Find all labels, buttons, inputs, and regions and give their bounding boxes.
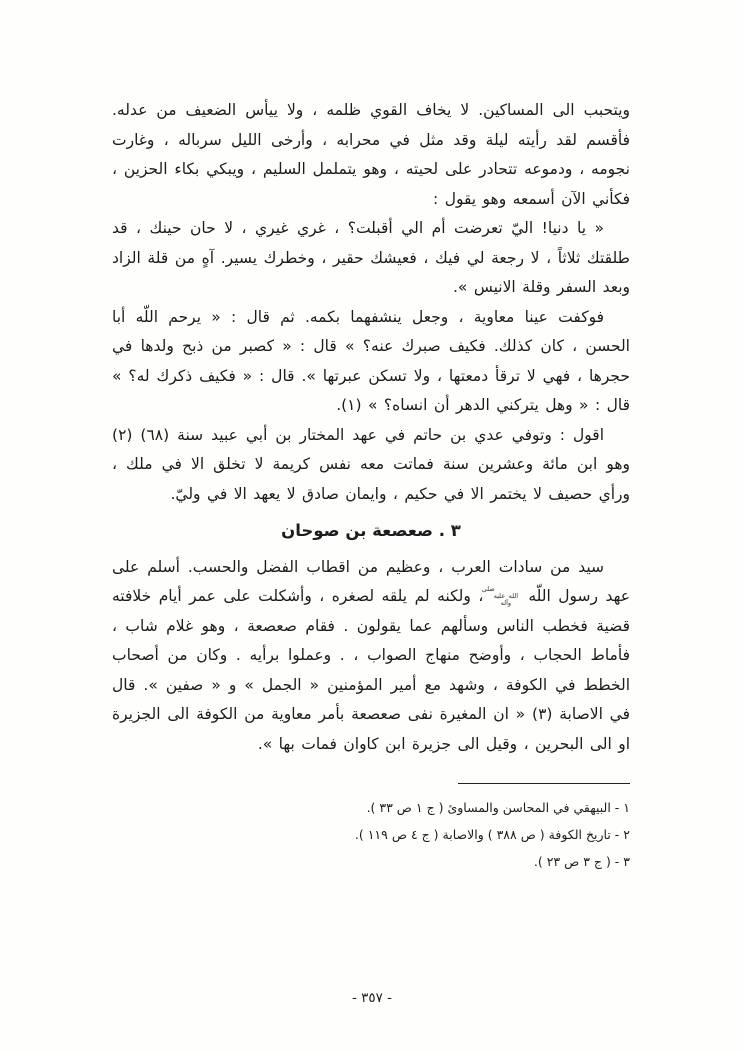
footnote-3: ٣ - ( ج ٣ ص ٢٣ ).	[533, 854, 630, 869]
footnote-1: ١ - البيهقي في المحاسن والمساوئ ( ج ١ ص ٣٣ ).	[366, 800, 630, 815]
paragraph-adi-death: اقول : وتوفي عدي بن حاتم في عهد المختار بن أبي عبيد سنة (٦٨) (٢) وهو ابن مائة وعشرين سنة فماتت معه نفس كريمة لا تخلق الا في ملك ، ورأي حصيف لا يختمر الا في حكيم ، وايمان صادق لا يعهد الا في وليّ.	[112, 425, 630, 503]
page-content	[112, 96, 630, 875]
footnotes-block	[112, 794, 630, 875]
footnote-separator	[458, 783, 630, 784]
paragraph-text-after-honorific: ، ولكنه لم يلقه لصغره ، وأشكلت على عمر أيام خلافته قضية فخطب الناس وسألهم عما يقولون . فقام صعصعة ، وهو غلام شاب ، فأماط الحجاب ، وأوضح منهاج الصواب ، . وعملوا برأيه . وكان من أصحاب الخطط في الكوفة ، وشهد مع أمير المؤمنين « الجمل » و « صفين ». قال في الاصابة (٣) « ان المغيرة نفى صعصعة بأمر معاوية من الكوفة الى الجزيرة او الى البحرين ، وقيل الى جزيرة ابن كاوان فمات بها ».	[112, 587, 630, 753]
footnote-2: ٢ - تاريخ الكوفة ( ص ٣٨٨ ) والاصابة ( ج ٤ ص ١١٩ ).	[354, 827, 630, 842]
page-number: - ٣٥٧ -	[351, 990, 393, 1006]
paragraph-muawiya-dialogue: فوكفت عينا معاوية ، وجعل ينشفهما بكمه. ثم قال : « يرحم اللّه أبا الحسن ، كان كذلك. فكيف صبرك عنه؟ » قال : « كصبر من ذبح ولدها في حجرها ، فهي لا ترقأ دمعتها ، ولا تسكن عبرتها ». قال : « فكيف ذكرك له؟ » قال : « وهل يتركني الدهر أن انساه؟ » (١).	[112, 307, 630, 414]
paragraph-ali-quote: « يا دنيا! اليّ تعرضت أم الي أقبلت؟ ، غري غيري ، لا حان حينك ، قد طلقتك ثلاثاً ، لا رجعة لي فيك ، فعيشك حقير ، وخطرك يسير. آهٍ من قلة الزاد وبعد السفر وقلة الانيس ».	[112, 219, 630, 296]
paragraph-ali-description: ويتحبب الى المساكين. لا يخاف القوي ظلمه ، ولا ييأس الضعيف من عدله. فأقسم لقد رأيته ليلة وقد مثل في محرابه ، وأرخى الليل سرباله ، وغارت نجومه ، ودموعه تتحادر على لحيته ، وهو يتململ السليم ، ويبكي بكاء الحزين ، فكأني الآن أسمعه وهو يقول :	[112, 101, 630, 208]
paragraph-text-before-honorific: سيد من سادات العرب ، وعظيم من اقطاب الفضل والحسب. أسلم على عهد رسول اللّه	[112, 557, 630, 605]
salawat-icon: صلى الله عليه وآله	[481, 585, 519, 607]
section-heading: ٣ . صعصعة بن صوحان	[281, 521, 461, 540]
paragraph-sasaa-biography	[112, 553, 630, 760]
